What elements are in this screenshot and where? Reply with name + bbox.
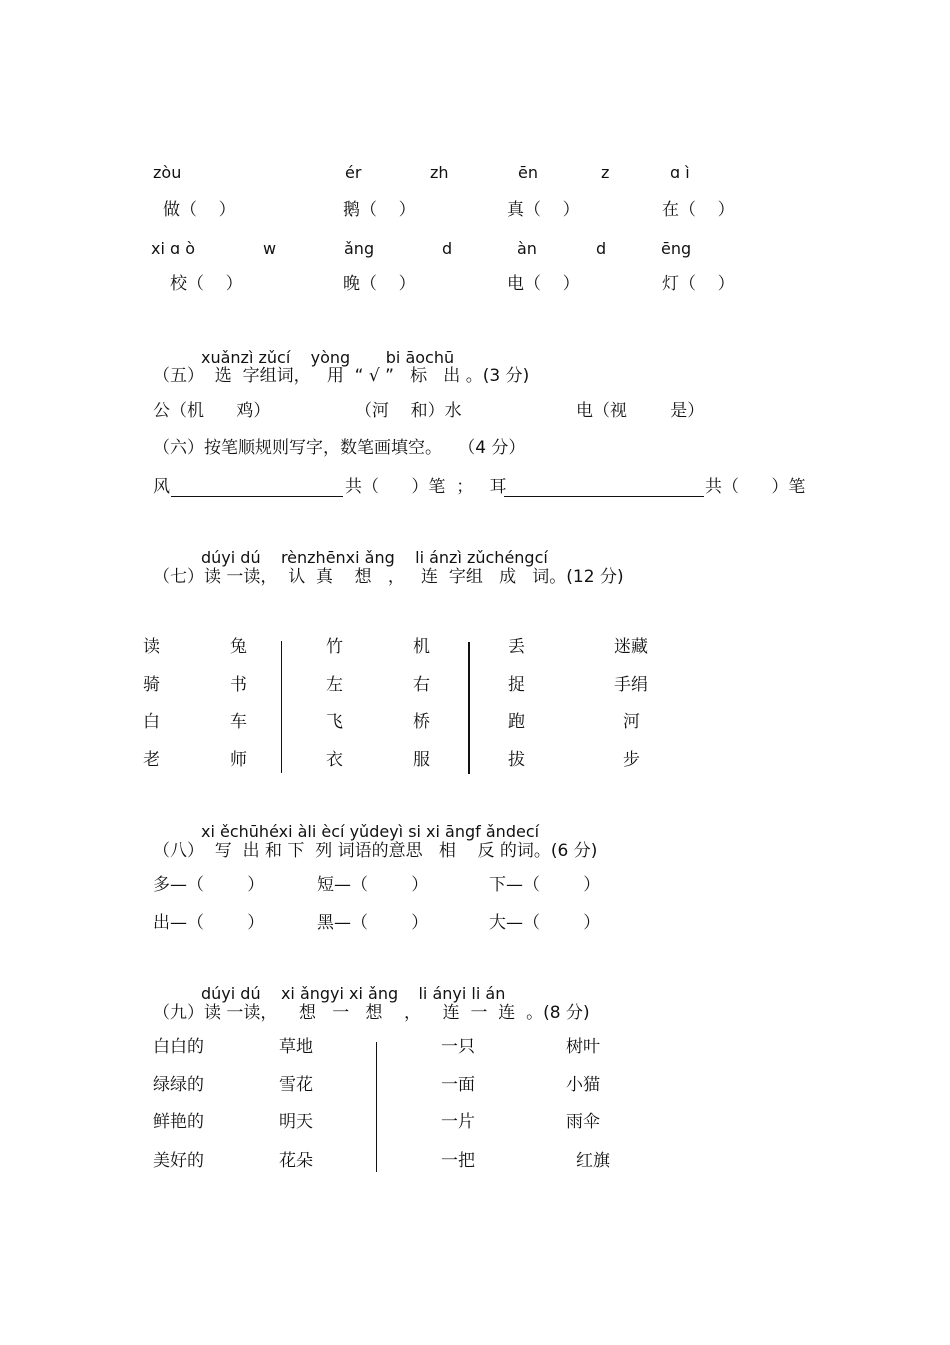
blank-zuo: 做（ ） <box>163 200 236 220</box>
pinyin-zou: zòu <box>153 163 182 182</box>
blank-dian: 电（ ） <box>507 274 580 294</box>
pinyin-w: w <box>263 239 277 258</box>
sec7-pinyin: dúyi dú rènzhēnxi ǎng li ánzì zǔchéngcí <box>201 548 548 567</box>
sec8-item: 短—（ ） <box>317 875 429 895</box>
sec7-word: 河 <box>623 712 640 732</box>
sec7-word: 跑 <box>508 712 525 732</box>
pinyin-an: àn <box>517 239 537 258</box>
sec7-word: 机 <box>413 637 430 657</box>
writing-line-1 <box>171 496 343 497</box>
sec7-word: 拔 <box>508 750 525 770</box>
pinyin-ai: ɑ ì <box>670 163 690 182</box>
sec6-end: 共（ ）笔 <box>705 477 806 497</box>
sec9-word: 一只 <box>441 1037 475 1057</box>
sec7-word: 白 <box>143 712 160 732</box>
sec9-word: 草地 <box>279 1037 313 1057</box>
pinyin-d1: d <box>442 239 453 258</box>
sec9-word: 雪花 <box>279 1075 313 1095</box>
sec8-item: 黑—（ ） <box>317 913 429 933</box>
writing-line-2 <box>504 496 704 497</box>
blank-wan: 晚（ ） <box>343 274 416 294</box>
sec9-word: 红旗 <box>576 1151 610 1171</box>
sec6-heading: （六）按笔顺规则写字，数笔画填空。 （4 分） <box>153 438 526 458</box>
sec7-word: 右 <box>413 675 430 695</box>
sec9-word: 雨伞 <box>566 1112 600 1132</box>
sec8-item: 大—（ ） <box>489 913 601 933</box>
sec7-heading: （七）读 一读， 认 真 想 ， 连 字组 成 词。(12 分) <box>153 567 624 587</box>
sec7-word: 书 <box>230 675 247 695</box>
sec7-word: 兔 <box>230 637 247 657</box>
pinyin-er: ér <box>345 163 362 182</box>
sec7-word: 骑 <box>143 675 160 695</box>
sec7-word: 丢 <box>508 637 525 657</box>
sec6-char-feng: 风 <box>153 477 170 497</box>
blank-zai: 在（ ） <box>662 200 735 220</box>
sec7-word: 读 <box>143 637 160 657</box>
blank-e: 鹅（ ） <box>343 200 416 220</box>
sec7-word: 竹 <box>326 637 343 657</box>
pinyin-z: z <box>601 163 610 182</box>
sec9-word: 树叶 <box>566 1037 600 1057</box>
divider-1 <box>281 641 282 773</box>
sec7-word: 步 <box>623 750 640 770</box>
sec9-word: 美好的 <box>153 1151 204 1171</box>
sec7-word: 老 <box>143 750 160 770</box>
sec9-word: 一面 <box>441 1075 475 1095</box>
blank-zhen: 真（ ） <box>507 200 580 220</box>
sec7-word: 手绢 <box>614 675 648 695</box>
sec7-word: 衣 <box>326 750 343 770</box>
sec9-word: 鲜艳的 <box>153 1112 204 1132</box>
sec9-word: 花朵 <box>279 1151 313 1171</box>
sec5-item-1: 公（机 鸡） <box>153 401 271 421</box>
sec5-item-3: 电（视 是） <box>576 401 705 421</box>
sec5-heading: （五） 选 字组词， 用 “ √ ” 标 出 。(3 分) <box>153 366 530 386</box>
pinyin-zh: zh <box>430 163 449 182</box>
sec8-heading: （八） 写 出 和 下 列 词语的意思 相 反 的词。(6 分) <box>153 841 598 861</box>
sec9-word: 明天 <box>279 1112 313 1132</box>
sec8-item: 多—（ ） <box>153 875 265 895</box>
sec9-word: 绿绿的 <box>153 1075 204 1095</box>
sec5-item-2: （河 和）水 <box>355 401 462 421</box>
sec8-pinyin: xi ěchūhéxi àli ècí yǔdeyì si xi āngf ǎndecí <box>201 822 540 841</box>
sec9-word: 一把 <box>441 1151 475 1171</box>
pinyin-en: ēn <box>518 163 538 182</box>
blank-deng: 灯（ ） <box>662 274 735 294</box>
divider-3 <box>376 1042 377 1172</box>
sec7-word: 车 <box>230 712 247 732</box>
sec8-item: 出—（ ） <box>153 913 265 933</box>
sec7-word: 左 <box>326 675 343 695</box>
sec6-mid: 共（ ）笔 ； 耳 <box>345 477 507 497</box>
sec7-word: 服 <box>413 750 430 770</box>
sec9-heading: （九）读 一读， 想 一 想 ， 连 一 连 。(8 分) <box>153 1003 590 1023</box>
sec8-item: 下—（ ） <box>489 875 601 895</box>
pinyin-xiao: xi ɑ ò <box>151 239 196 258</box>
sec7-word: 迷藏 <box>614 637 648 657</box>
sec9-word: 一片 <box>441 1112 475 1132</box>
sec5-pinyin: xuǎnzì zǔcí yòng bi āochū <box>201 348 455 367</box>
pinyin-ang: ǎng <box>344 239 375 258</box>
sec7-word: 桥 <box>413 712 430 732</box>
sec7-word: 师 <box>230 750 247 770</box>
pinyin-d2: d <box>596 239 607 258</box>
sec7-word: 捉 <box>508 675 525 695</box>
sec9-pinyin: dúyi dú xi ǎngyi xi ǎng li ányi li án <box>201 984 506 1003</box>
pinyin-eng: ēng <box>661 239 692 258</box>
sec7-word: 飞 <box>326 712 343 732</box>
blank-xiao: 校（ ） <box>170 274 243 294</box>
sec9-word: 小猫 <box>566 1075 600 1095</box>
sec9-word: 白白的 <box>153 1037 204 1057</box>
divider-2 <box>468 642 470 774</box>
